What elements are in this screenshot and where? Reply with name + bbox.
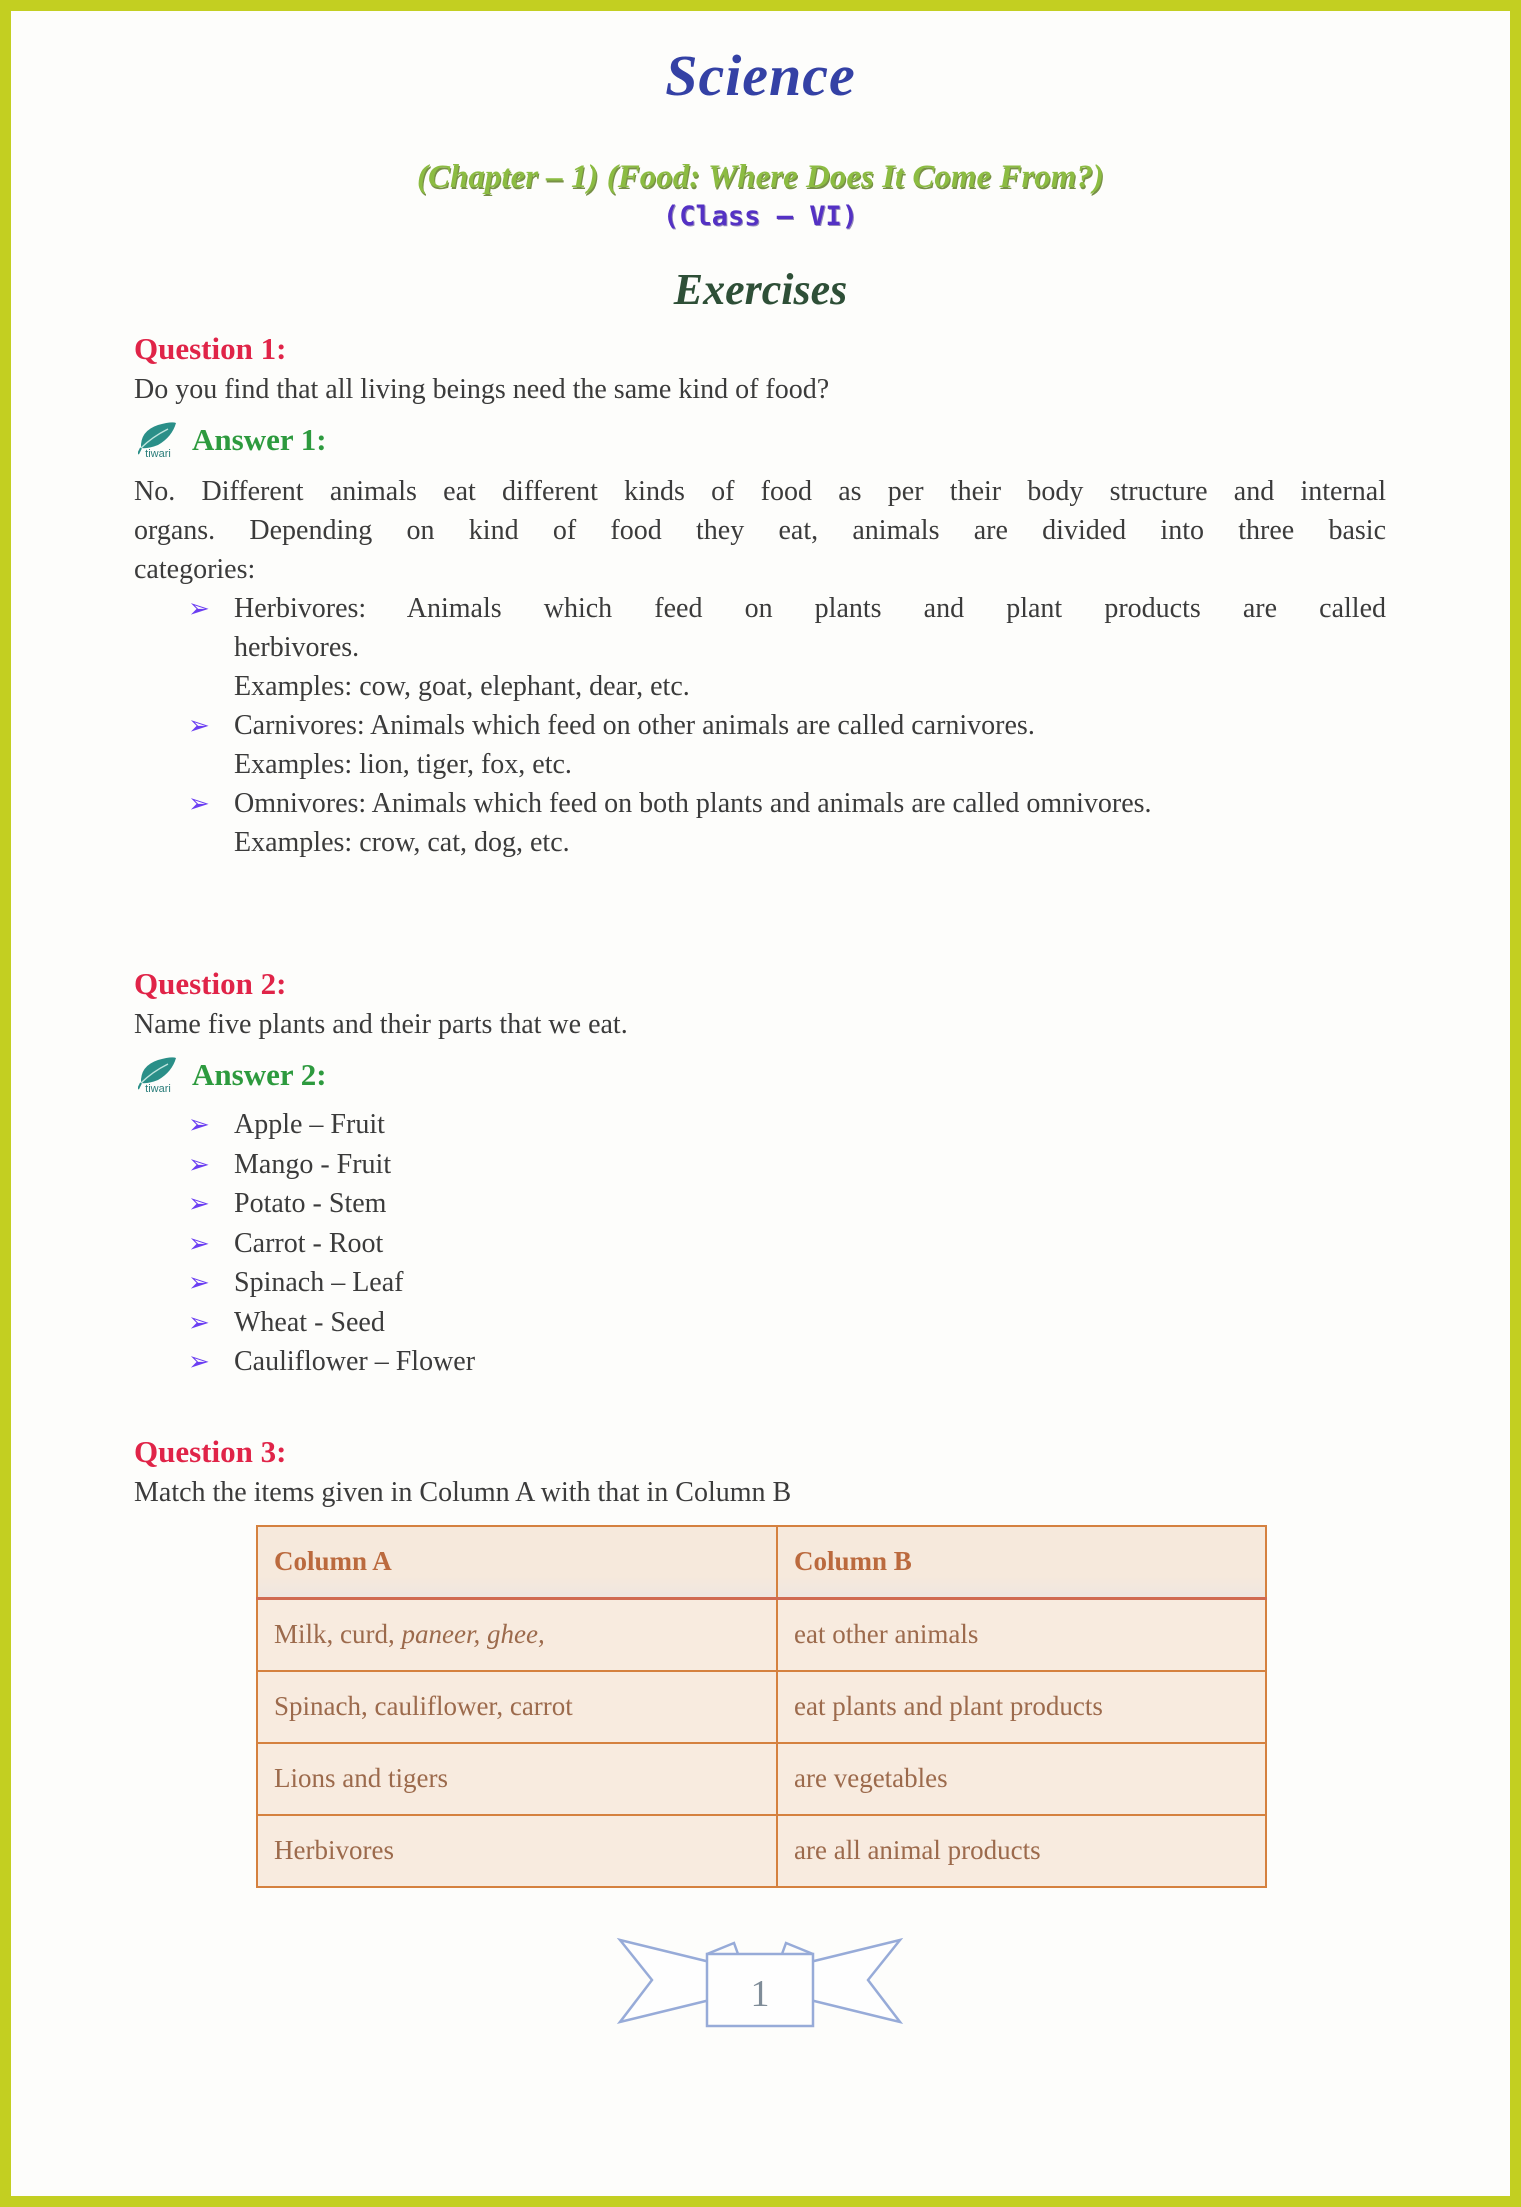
arrow-bullet-icon: ➢ [188, 1347, 210, 1377]
list-item [134, 589, 1386, 706]
cell-text-italic: paneer, ghee, [401, 1619, 545, 1649]
question-3-text: Match the items given in Column A with that in Column B [134, 1476, 792, 1508]
arrow-bullet-icon: ➢ [188, 1228, 210, 1259]
question-2-text: Name five plants and their parts that we eat. [134, 1009, 628, 1040]
plant-part-text: Spinach – Leaf [234, 1267, 404, 1298]
answer-1-intro [134, 472, 1386, 589]
plant-part-text: Carrot - Root [234, 1227, 384, 1259]
question-2-label: Question 2: [134, 966, 287, 1001]
answer-2-row [134, 1049, 1386, 1101]
table-cell: eat other animals [777, 1598, 1266, 1671]
question-1-label: Question 1: [134, 331, 287, 366]
arrow-bullet-icon: ➢ [188, 1110, 210, 1140]
table-cell: Lions and tigers [257, 1743, 777, 1815]
page-title: Science [665, 43, 856, 108]
list-item [134, 1224, 1386, 1264]
tiwari-logo-text: tiwari [145, 447, 171, 460]
chapter-heading: (Chapter – 1) (Food: Where Does It Come From?) [417, 159, 1104, 195]
bullet-text: Herbivores: Animals which feed on plants and plant products are called [234, 593, 1386, 624]
list-item [134, 1105, 1386, 1145]
bullet-text: Omnivores: Animals which feed on both plants and animals are called omnivores. [234, 788, 1152, 819]
list-item [134, 1145, 1386, 1185]
arrow-bullet-icon: ➢ [188, 1149, 210, 1180]
answer-2-label: Answer 2: [192, 1057, 327, 1092]
arrow-bullet-icon: ➢ [188, 1307, 210, 1338]
bullet-example: Examples: cow, goat, elephant, dear, etc. [234, 671, 690, 702]
list-item [134, 1263, 1386, 1303]
tiwari-logo-text: tiwari [145, 1082, 171, 1095]
plant-part-text: Cauliflower – Flower [234, 1346, 476, 1377]
list-item [134, 706, 1386, 784]
answer-1-bullet-list [134, 589, 1386, 862]
table-row [257, 1671, 1266, 1743]
bullet-example: Examples: lion, tiger, fox, etc. [234, 749, 572, 780]
table-row [257, 1598, 1266, 1671]
arrow-bullet-icon: ➢ [188, 711, 210, 741]
column-b-header: Column B [777, 1526, 1266, 1599]
arrow-bullet-icon: ➢ [188, 789, 210, 819]
list-item [134, 1303, 1386, 1343]
list-item [134, 1184, 1386, 1224]
plant-part-text: Mango - Fruit [234, 1148, 392, 1180]
section-heading: Exercises [673, 265, 848, 314]
question-1-text: Do you find that all living beings need the same kind of food? [134, 374, 830, 405]
table-cell: are vegetables [777, 1743, 1266, 1815]
list-item [134, 1342, 1386, 1382]
bullet-text: Carnivores: Animals which feed on other animals are called carnivores. [234, 710, 1035, 741]
answer-2-list [134, 1105, 1386, 1382]
plant-part-text: Potato - Stem [234, 1188, 387, 1219]
bullet-example: Examples: crow, cat, dog, etc. [234, 827, 570, 858]
page-number: 1 [750, 1973, 770, 2015]
plant-part-text: Apple – Fruit [234, 1109, 385, 1140]
bullet-text: herbivores. [234, 632, 360, 663]
cell-text: Milk, curd, [274, 1619, 402, 1649]
table-cell [257, 1598, 777, 1671]
table-row [257, 1743, 1266, 1815]
table-header-row [257, 1526, 1266, 1599]
column-a-header: Column A [257, 1526, 777, 1599]
intro-line: categories: [134, 554, 256, 585]
tiwari-leaf-icon [134, 1056, 182, 1095]
answer-1-label: Answer 1: [192, 422, 327, 457]
arrow-bullet-icon: ➢ [188, 1268, 210, 1298]
intro-line: organs. Depending on kind of food they eat, animals are divided into three basic [134, 515, 1386, 546]
question-3-label: Question 3: [134, 1433, 287, 1469]
table-cell: Spinach, cauliflower, carrot [257, 1671, 777, 1743]
class-heading: (Class – VI) [662, 201, 859, 232]
tiwari-leaf-icon [134, 421, 182, 460]
intro-line: No. Different animals eat different kinds of food as per their body structure and internal [134, 476, 1386, 507]
match-columns-table [256, 1525, 1267, 1888]
arrow-bullet-icon: ➢ [188, 594, 210, 624]
plant-part-text: Wheat - Seed [234, 1306, 385, 1338]
answer-1-row [134, 414, 1386, 466]
table-row [257, 1815, 1266, 1887]
list-item [134, 784, 1386, 862]
table-cell: Herbivores [257, 1815, 777, 1887]
page-content [0, 331, 1521, 2046]
table-cell: are all animal products [777, 1815, 1266, 1887]
page-number-ribbon [134, 1934, 1386, 2046]
arrow-bullet-icon: ➢ [188, 1189, 210, 1219]
table-cell: eat plants and plant products [777, 1671, 1266, 1743]
